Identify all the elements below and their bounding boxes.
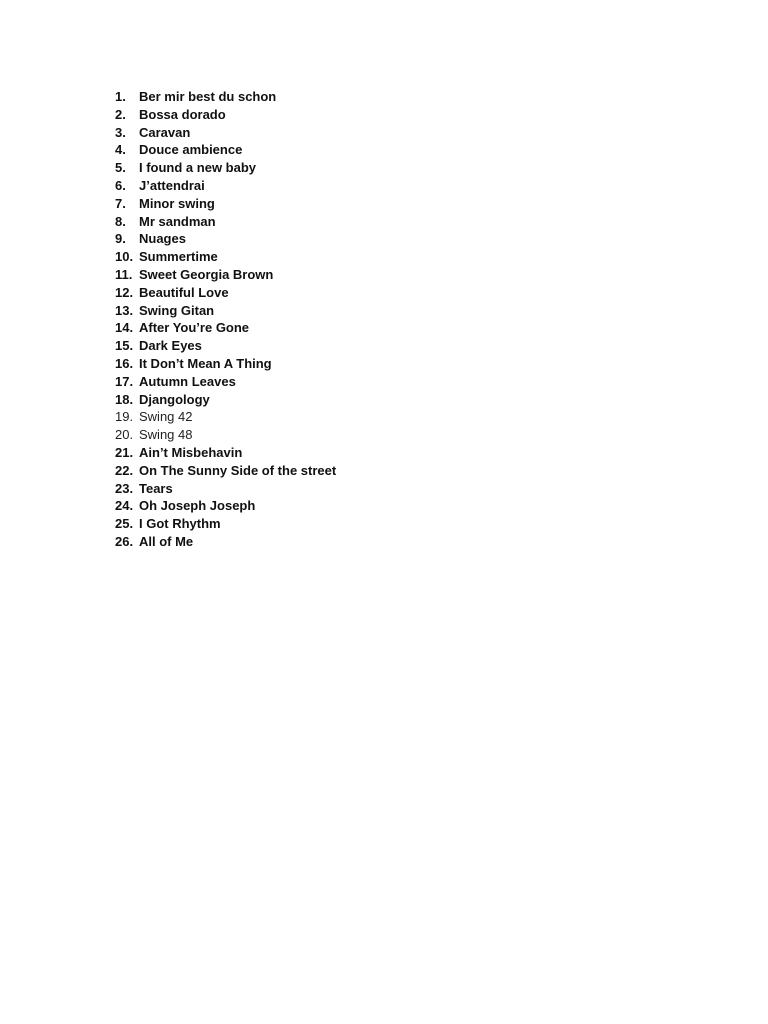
song-title: All of Me (139, 533, 194, 549)
song-number: 21. (115, 444, 134, 460)
song-list-item (115, 444, 336, 462)
song-list-item (115, 462, 336, 480)
song-title: Tears (139, 480, 173, 496)
song-number: 20. (115, 427, 134, 443)
song-title: Minor swing (139, 195, 215, 211)
song-list-item (115, 159, 336, 177)
song-list-item (115, 177, 336, 195)
song-number: 17. (115, 373, 134, 389)
song-list-item (115, 515, 336, 533)
song-title: I found a new baby (139, 160, 257, 176)
song-number: 12. (115, 284, 134, 300)
song-title: On The Sunny Side of the street (139, 462, 337, 478)
song-list-item (115, 213, 336, 231)
song-number: 1. (115, 89, 126, 104)
song-list (115, 88, 336, 551)
song-list-item (115, 391, 336, 409)
song-list-item (115, 266, 336, 284)
song-number: 15. (115, 338, 134, 354)
song-number: 16. (115, 355, 134, 371)
song-title: Swing 42 (139, 409, 193, 425)
song-list-item (115, 319, 336, 337)
song-number: 13. (115, 302, 134, 318)
song-title: Ber mir best du schon (139, 89, 277, 104)
song-list-item (115, 337, 336, 355)
song-title: Ain’t Misbehavin (139, 444, 243, 460)
song-list-item (115, 195, 336, 213)
song-title: Caravan (139, 124, 191, 140)
song-title: Nuages (139, 231, 186, 247)
song-list-item (115, 284, 336, 302)
song-title: Bossa dorado (139, 106, 226, 122)
song-number: 9. (115, 231, 126, 247)
song-title: It Don’t Mean A Thing (139, 355, 272, 371)
song-title: Beautiful Love (139, 284, 229, 300)
song-number: 18. (115, 391, 134, 407)
song-number: 24. (115, 498, 134, 514)
song-title: Autumn Leaves (139, 373, 236, 389)
song-number: 6. (115, 177, 126, 193)
song-number: 19. (115, 409, 134, 425)
song-title: Summertime (139, 249, 218, 265)
song-number: 14. (115, 320, 134, 336)
song-number: 5. (115, 160, 126, 176)
song-title: Djangology (139, 391, 210, 407)
song-number: 3. (115, 124, 126, 140)
song-list-item (115, 355, 336, 373)
song-number: 7. (115, 195, 126, 211)
song-title: After You’re Gone (139, 320, 250, 336)
song-title: Swing 48 (139, 427, 193, 443)
song-number: 26. (115, 533, 134, 549)
song-list-item (115, 88, 336, 106)
song-list-item (115, 106, 336, 124)
song-number: 8. (115, 213, 126, 229)
song-list-item (115, 426, 336, 444)
song-title: Swing Gitan (139, 302, 215, 318)
song-list-item (115, 141, 336, 159)
song-number: 2. (115, 106, 126, 122)
song-title: Mr sandman (139, 213, 216, 229)
song-number: 11. (115, 266, 133, 282)
song-number: 23. (115, 480, 134, 496)
song-list-item (115, 230, 336, 248)
song-list-item (115, 124, 336, 142)
song-list-item (115, 408, 336, 426)
song-title: J’attendrai (139, 177, 205, 193)
song-title: Douce ambience (139, 142, 243, 158)
song-title: Oh Joseph Joseph (139, 498, 256, 514)
song-title: Sweet Georgia Brown (139, 266, 274, 282)
song-list-item (115, 373, 336, 391)
song-number: 10. (115, 249, 134, 265)
song-number: 22. (115, 462, 134, 478)
song-number: 25. (115, 516, 134, 532)
song-list-item (115, 480, 336, 498)
song-title: Dark Eyes (139, 338, 202, 354)
song-number: 4. (115, 142, 126, 158)
song-list-item (115, 248, 336, 266)
song-list-item (115, 302, 336, 320)
song-list-item (115, 533, 336, 551)
song-list-item (115, 497, 336, 515)
song-title: I Got Rhythm (139, 516, 221, 532)
